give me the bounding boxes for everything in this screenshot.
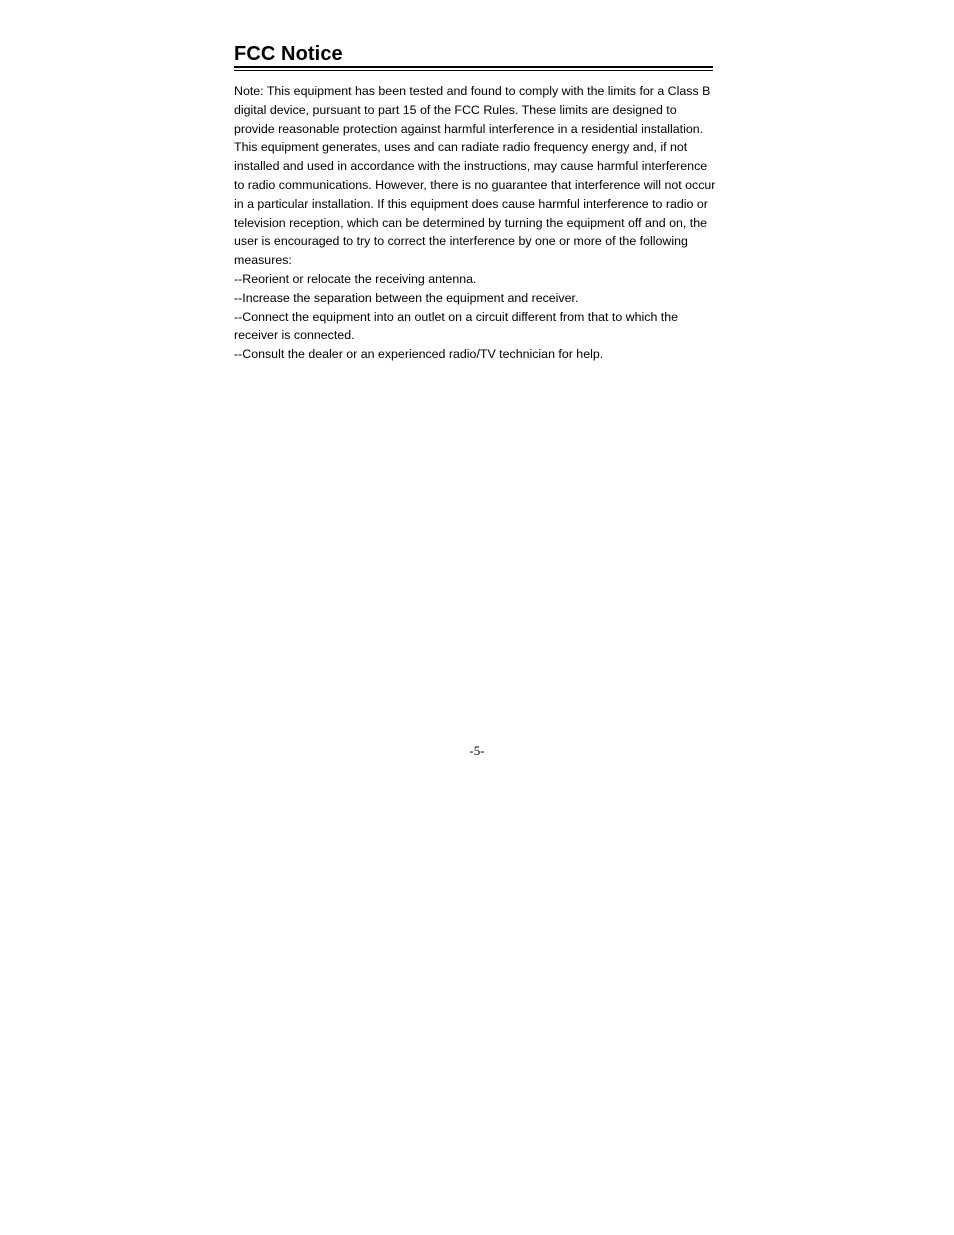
measure-item-connect-outlet: --Connect the equipment into an outlet on a circuit different from that to which the [234, 309, 679, 324]
paragraph-line: Note: This equipment has been tested and found to comply with the limits for a Class B [234, 84, 711, 98]
measures-list [234, 270, 726, 364]
paragraph-line: digital device, pursuant to part 15 of the FCC Rules. These limits are designed to [234, 102, 677, 117]
notice-paragraph [234, 82, 726, 270]
page-number: -5- [469, 743, 485, 758]
paragraph-line: user is encouraged to try to correct the interference by one or more of the following [234, 234, 688, 249]
paragraph-line: to radio communications. However, there is no guarantee that interference will not occur [234, 177, 716, 192]
measure-item-increase-separation: --Increase the separation between the equipment and receiver. [234, 290, 579, 305]
measure-item-consult-dealer: --Consult the dealer or an experienced radio/TV technician for help. [234, 347, 604, 362]
page-title: FCC Notice [234, 43, 343, 65]
measure-item-connect-outlet-continued: receiver is connected. [234, 328, 355, 343]
paragraph-line: provide reasonable protection against harmful interference in a residential installation. [234, 121, 704, 136]
notice-body [234, 82, 726, 364]
paragraph-line: installed and used in accordance with the instructions, may cause harmful interference [234, 159, 708, 174]
title-underline-thin [234, 70, 713, 71]
title-underline-thick [234, 66, 713, 68]
heading-block [234, 42, 713, 71]
paragraph-line: in a particular installation. If this equipment does cause harmful interference to radio or [234, 196, 708, 211]
measure-item-reorient: --Reorient or relocate the receiving antenna. [234, 271, 477, 286]
paragraph-line: measures: [234, 253, 292, 268]
paragraph-line: television reception, which can be determined by turning the equipment off and on, the [234, 215, 707, 230]
paragraph-line: This equipment generates, uses and can radiate radio frequency energy and, if not [234, 140, 688, 155]
